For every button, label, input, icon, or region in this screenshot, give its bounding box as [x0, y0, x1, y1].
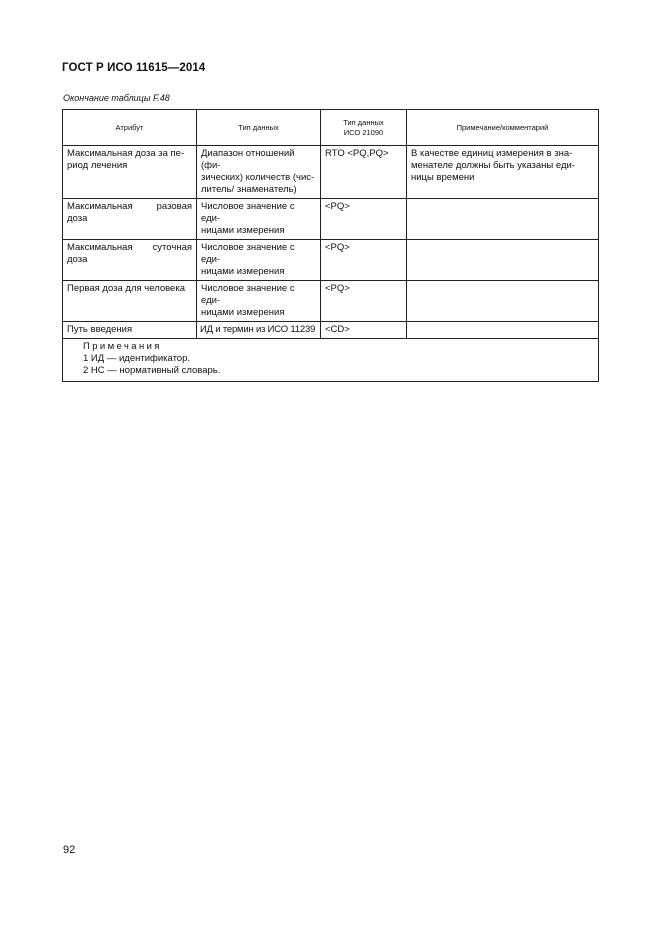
notes-title: Примечания: [83, 341, 162, 352]
table-header-row: [63, 110, 599, 146]
cell-line: ницами измерения: [201, 266, 285, 277]
cell-line: Числовое значение с еди-: [201, 201, 295, 224]
cell-iso: <CD>: [321, 322, 407, 339]
table-row: [63, 322, 599, 339]
note-item: 1 ИД — идентификатор.: [83, 353, 191, 364]
data-table: [62, 109, 599, 382]
cell-datatype: [197, 199, 321, 240]
cell-line: ИД и термин из ИСО 11239: [200, 324, 316, 335]
cell-line: Первая доза для человека: [67, 283, 185, 294]
table-notes: [63, 339, 599, 382]
cell-line: Максимальная разовая: [67, 201, 192, 212]
cell-line: риод лечения: [67, 160, 128, 171]
cell-line: доза: [67, 213, 88, 224]
cell-attribute: [63, 199, 197, 240]
cell-datatype: [197, 322, 321, 339]
cell-iso: <PQ>: [321, 199, 407, 240]
cell-line: Максимальная доза за пе-: [67, 148, 185, 159]
document-header: ГОСТ Р ИСО 11615—2014: [62, 62, 206, 74]
cell-note: [407, 199, 599, 240]
cell-line: Числовое значение с еди-: [201, 283, 295, 306]
cell-note: [407, 322, 599, 339]
cell-line: В качестве единиц измерения в зна-: [411, 148, 573, 159]
column-header-note: Примечание/комментарий: [407, 110, 599, 146]
column-header-iso-text: Тип данных ИСО 21090: [343, 117, 384, 137]
table-notes-row: [63, 339, 599, 382]
cell-iso: <PQ>: [321, 281, 407, 322]
cell-iso: <PQ>: [321, 240, 407, 281]
cell-line: ницы времени: [411, 172, 475, 183]
cell-line: Числовое значение с еди-: [201, 242, 295, 265]
cell-line: зических) количеств (чис-: [201, 172, 315, 183]
cell-line: менателе должны быть указаны еди-: [411, 160, 575, 171]
cell-line: литель/ знаменатель): [201, 184, 297, 195]
table-row: [63, 146, 599, 199]
column-header-iso: [321, 110, 407, 146]
column-header-datatype: Тип данных: [197, 110, 321, 146]
cell-line: Максимальная суточная: [67, 242, 192, 253]
cell-attribute: [63, 322, 197, 339]
cell-note: [407, 146, 599, 199]
cell-attribute: [63, 240, 197, 281]
page-number: 92: [63, 844, 76, 856]
table-row: [63, 281, 599, 322]
cell-datatype: [197, 281, 321, 322]
column-header-attribute: Атрибут: [63, 110, 197, 146]
cell-note: [407, 240, 599, 281]
cell-line: доза: [67, 254, 88, 265]
cell-line: Диапазон отношений (фи-: [201, 148, 295, 171]
cell-line: Путь введения: [67, 324, 133, 335]
cell-iso: RTO <PQ,PQ>: [321, 146, 407, 199]
cell-line: ницами измерения: [201, 307, 285, 318]
cell-attribute: [63, 146, 197, 199]
table-row: [63, 240, 599, 281]
note-item: 2 НС — нормативный словарь.: [83, 365, 221, 376]
cell-line: ницами измерения: [201, 225, 285, 236]
cell-note: [407, 281, 599, 322]
cell-datatype: [197, 146, 321, 199]
table-caption: Окончание таблицы F.48: [63, 93, 170, 103]
cell-datatype: [197, 240, 321, 281]
cell-attribute: [63, 281, 197, 322]
table-row: [63, 199, 599, 240]
